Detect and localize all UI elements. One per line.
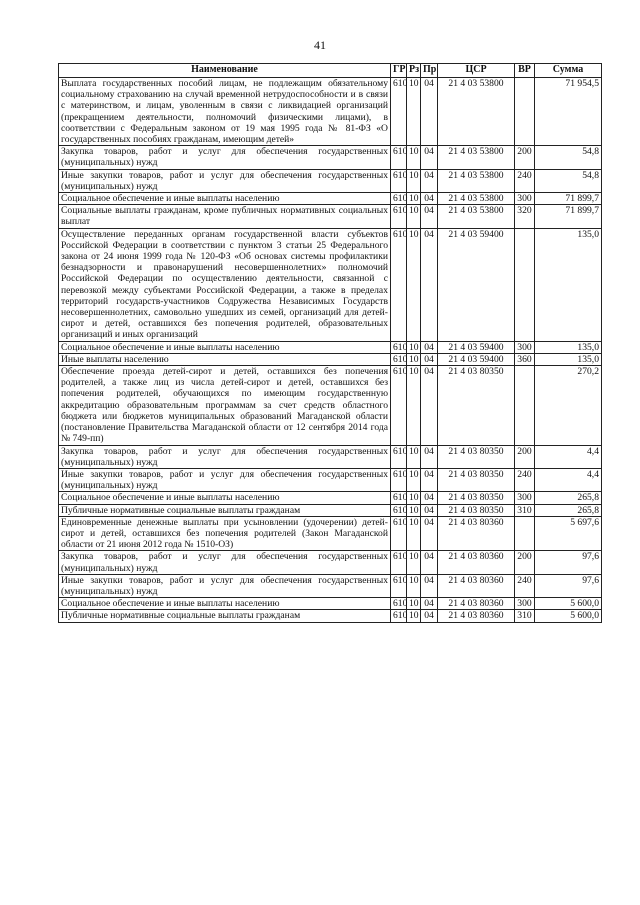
row-vr: 360 <box>515 353 535 365</box>
row-pr: 04 <box>421 205 438 228</box>
row-vr: 300 <box>515 193 535 205</box>
row-name: Закупка товаров, работ и услуг для обеспечения государственных (муниципальных) нужд <box>59 445 391 468</box>
row-csr: 21 4 03 53800 <box>438 193 515 205</box>
row-csr: 21 4 03 80360 <box>438 551 515 574</box>
row-pr: 04 <box>421 353 438 365</box>
table-row <box>59 366 602 445</box>
row-vr: 240 <box>515 574 535 597</box>
row-sum: 5 600,0 <box>535 610 602 622</box>
row-sum: 4,4 <box>535 468 602 491</box>
row-name: Публичные нормативные социальные выплаты гражданам <box>59 610 391 622</box>
row-rz: 10 <box>407 169 421 192</box>
row-sum: 71 899,7 <box>535 193 602 205</box>
row-rz: 10 <box>407 205 421 228</box>
table-row <box>59 341 602 353</box>
header-gr: ГР <box>391 64 407 78</box>
row-gr: 610 <box>391 193 407 205</box>
row-rz: 10 <box>407 492 421 504</box>
row-rz: 10 <box>407 551 421 574</box>
row-sum: 71 954,5 <box>535 78 602 146</box>
row-sum: 135,0 <box>535 353 602 365</box>
row-pr: 04 <box>421 504 438 516</box>
row-gr: 610 <box>391 445 407 468</box>
row-pr: 04 <box>421 574 438 597</box>
row-name: Осуществление переданных органам государственной власти субъектов Российской Федерации в соответствии с пунктом 3 статьи 25 Федерального закона от 24 июня 1999 года № 120-ФЗ «Об основах системы профилактики безнадзорности и правонарушений несовершеннолетних» полномочий Российской Федерации по осуществлению деятельности, связанной с перевозкой между субъектами Российской Федерации, а также в пределах территорий государств-участников Содружества Независимых Государств несовершеннолетних, самовольно ушедших из семей, организаций для детей-сирот и детей, оставшихся без попечения родителей, образовательных организаций и иных организаций <box>59 228 391 341</box>
row-sum: 270,2 <box>535 366 602 445</box>
header-vr: ВР <box>515 64 535 78</box>
row-name: Закупка товаров, работ и услуг для обеспечения государственных (муниципальных) нужд <box>59 551 391 574</box>
row-name: Социальные выплаты гражданам, кроме публичных нормативных социальных выплат <box>59 205 391 228</box>
row-gr: 610 <box>391 574 407 597</box>
row-vr <box>515 78 535 146</box>
row-vr: 320 <box>515 205 535 228</box>
row-rz: 10 <box>407 228 421 341</box>
row-name: Иные выплаты населению <box>59 353 391 365</box>
row-sum: 97,6 <box>535 574 602 597</box>
row-sum: 5 600,0 <box>535 598 602 610</box>
row-vr: 240 <box>515 169 535 192</box>
row-gr: 610 <box>391 610 407 622</box>
row-vr: 200 <box>515 146 535 169</box>
row-pr: 04 <box>421 228 438 341</box>
row-csr: 21 4 03 80360 <box>438 574 515 597</box>
row-vr: 300 <box>515 492 535 504</box>
table-row <box>59 353 602 365</box>
row-name: Социальное обеспечение и иные выплаты населению <box>59 598 391 610</box>
table-row <box>59 504 602 516</box>
row-gr: 610 <box>391 366 407 445</box>
row-sum: 135,0 <box>535 341 602 353</box>
row-gr: 610 <box>391 492 407 504</box>
row-pr: 04 <box>421 551 438 574</box>
row-rz: 10 <box>407 574 421 597</box>
row-gr: 610 <box>391 504 407 516</box>
row-vr <box>515 516 535 551</box>
table-row <box>59 146 602 169</box>
row-rz: 10 <box>407 146 421 169</box>
table-header-row <box>59 64 602 78</box>
row-sum: 54,8 <box>535 169 602 192</box>
row-pr: 04 <box>421 169 438 192</box>
row-vr: 240 <box>515 468 535 491</box>
row-vr: 310 <box>515 610 535 622</box>
row-sum: 97,6 <box>535 551 602 574</box>
row-csr: 21 4 03 80350 <box>438 445 515 468</box>
row-name: Обеспечение проезда детей-сирот и детей, оставшихся без попечения родителей, а также лиц из числа детей-сирот и детей, оставшихся без попечения родителей, обучающихся по имеющим государственную аккредитацию образовательным программам за счет средств областного бюджета или бюджетов муниципальных образований Магаданской области (постановление Правительства Магаданской области от 12 сентября 2014 года № 749-пп) <box>59 366 391 445</box>
row-rz: 10 <box>407 78 421 146</box>
row-pr: 04 <box>421 146 438 169</box>
row-pr: 04 <box>421 78 438 146</box>
header-name: Наименование <box>59 64 391 78</box>
row-name: Социальное обеспечение и иные выплаты населению <box>59 341 391 353</box>
row-name: Иные закупки товаров, работ и услуг для обеспечения государственных (муниципальных) нужд <box>59 468 391 491</box>
row-vr: 300 <box>515 341 535 353</box>
table-row <box>59 551 602 574</box>
row-sum: 54,8 <box>535 146 602 169</box>
row-pr: 04 <box>421 492 438 504</box>
row-vr: 200 <box>515 445 535 468</box>
row-csr: 21 4 03 80350 <box>438 492 515 504</box>
row-rz: 10 <box>407 516 421 551</box>
row-vr: 310 <box>515 504 535 516</box>
row-sum: 5 697,6 <box>535 516 602 551</box>
row-sum: 71 899,7 <box>535 205 602 228</box>
row-csr: 21 4 03 80360 <box>438 598 515 610</box>
row-gr: 610 <box>391 341 407 353</box>
row-name: Социальное обеспечение и иные выплаты населению <box>59 492 391 504</box>
table-row <box>59 468 602 491</box>
row-csr: 21 4 03 80350 <box>438 504 515 516</box>
row-vr <box>515 228 535 341</box>
row-gr: 610 <box>391 598 407 610</box>
table-body <box>59 78 602 623</box>
row-pr: 04 <box>421 598 438 610</box>
row-pr: 04 <box>421 193 438 205</box>
row-sum: 265,8 <box>535 504 602 516</box>
row-name: Выплата государственных пособий лицам, не подлежащим обязательному социальному страхованию на случай временной нетрудоспособности и в связи с материнством, и лицам, уволенным в связи с ликвидацией организаций (прекращением деятельности, полномочий физическими лицами), в соответствии с Федеральным законом от 19 мая 1995 года № 81-ФЗ «О государственных пособиях гражданам, имеющим детей» <box>59 78 391 146</box>
row-csr: 21 4 03 59400 <box>438 228 515 341</box>
table-row <box>59 598 602 610</box>
row-rz: 10 <box>407 504 421 516</box>
row-name: Единовременные денежные выплаты при усыновлении (удочерении) детей-сирот и детей, оставшихся без попечения родителей (Закон Магаданской области от 21 июня 2012 года № 1510-ОЗ) <box>59 516 391 551</box>
row-csr: 21 4 03 59400 <box>438 341 515 353</box>
row-rz: 10 <box>407 598 421 610</box>
row-rz: 10 <box>407 366 421 445</box>
row-gr: 610 <box>391 353 407 365</box>
row-vr: 300 <box>515 598 535 610</box>
row-pr: 04 <box>421 445 438 468</box>
budget-table <box>58 63 602 623</box>
row-vr: 200 <box>515 551 535 574</box>
row-pr: 04 <box>421 516 438 551</box>
row-csr: 21 4 03 53800 <box>438 78 515 146</box>
row-pr: 04 <box>421 610 438 622</box>
table-row <box>59 492 602 504</box>
row-rz: 10 <box>407 610 421 622</box>
row-pr: 04 <box>421 468 438 491</box>
row-pr: 04 <box>421 366 438 445</box>
row-csr: 21 4 03 80350 <box>438 468 515 491</box>
row-gr: 610 <box>391 146 407 169</box>
row-gr: 610 <box>391 551 407 574</box>
row-gr: 610 <box>391 516 407 551</box>
table-row <box>59 205 602 228</box>
table-row <box>59 78 602 146</box>
row-name: Социальное обеспечение и иные выплаты населению <box>59 193 391 205</box>
row-rz: 10 <box>407 353 421 365</box>
row-csr: 21 4 03 53800 <box>438 146 515 169</box>
row-gr: 610 <box>391 78 407 146</box>
row-csr: 21 4 03 80360 <box>438 610 515 622</box>
row-csr: 21 4 03 53800 <box>438 205 515 228</box>
row-vr <box>515 366 535 445</box>
row-sum: 265,8 <box>535 492 602 504</box>
row-gr: 610 <box>391 169 407 192</box>
table-row <box>59 516 602 551</box>
row-sum: 135,0 <box>535 228 602 341</box>
header-rz: Рз <box>407 64 421 78</box>
row-csr: 21 4 03 80360 <box>438 516 515 551</box>
row-rz: 10 <box>407 341 421 353</box>
row-sum: 4,4 <box>535 445 602 468</box>
row-csr: 21 4 03 53800 <box>438 169 515 192</box>
header-pr: Пр <box>421 64 438 78</box>
row-name: Закупка товаров, работ и услуг для обеспечения государственных (муниципальных) нужд <box>59 146 391 169</box>
row-csr: 21 4 03 80350 <box>438 366 515 445</box>
row-rz: 10 <box>407 193 421 205</box>
row-gr: 610 <box>391 228 407 341</box>
row-rz: 10 <box>407 445 421 468</box>
row-rz: 10 <box>407 468 421 491</box>
row-name: Публичные нормативные социальные выплаты гражданам <box>59 504 391 516</box>
row-name: Иные закупки товаров, работ и услуг для обеспечения государственных (муниципальных) нужд <box>59 574 391 597</box>
row-pr: 04 <box>421 341 438 353</box>
table-row <box>59 228 602 341</box>
table-row <box>59 445 602 468</box>
table-row <box>59 169 602 192</box>
table-row <box>59 610 602 622</box>
row-name: Иные закупки товаров, работ и услуг для обеспечения государственных (муниципальных) нужд <box>59 169 391 192</box>
header-sum: Сумма <box>535 64 602 78</box>
table-row <box>59 193 602 205</box>
row-csr: 21 4 03 59400 <box>438 353 515 365</box>
header-csr: ЦСР <box>438 64 515 78</box>
page-number: 41 <box>314 38 326 52</box>
row-gr: 610 <box>391 205 407 228</box>
table-row <box>59 574 602 597</box>
row-gr: 610 <box>391 468 407 491</box>
